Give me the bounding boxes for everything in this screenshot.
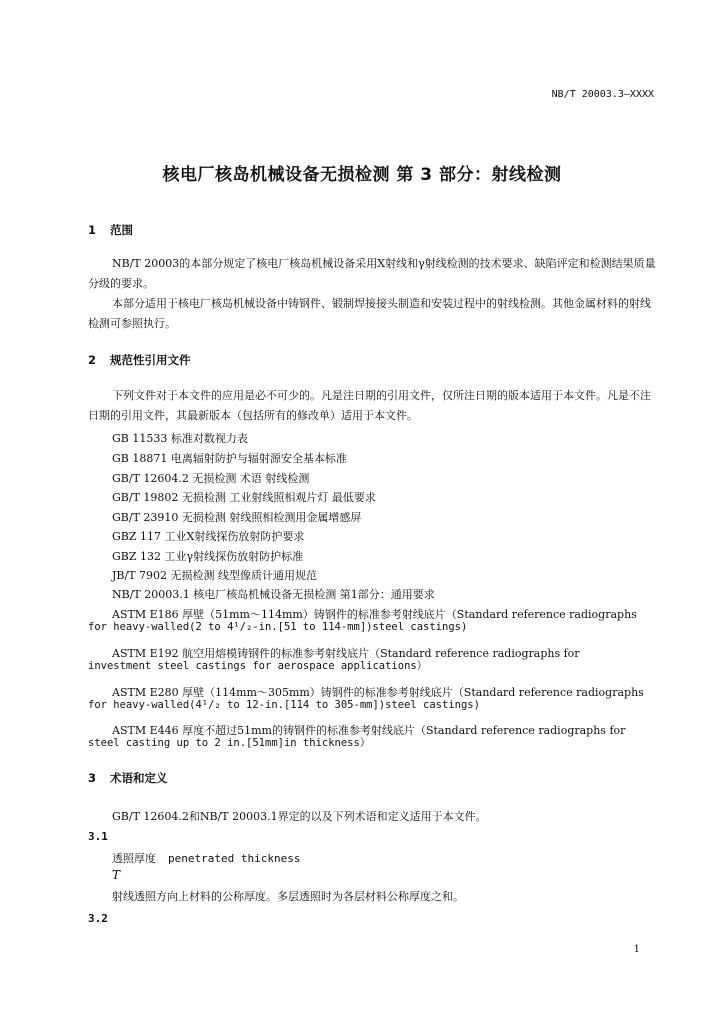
astm-reference-continuation: for heavy-walled(4¹/₂ to 12-in.[114 to 305-mm])steel castings) <box>88 699 480 711</box>
astm-reference-line: ASTM E446 厚度不超过51mm的铸钢件的标准参考射线底片（Standard reference radiographs for <box>112 724 626 737</box>
scope-paragraph-1: NB/T 20003的本部分规定了核电厂核岛机械设备采用X射线和γ射线检测的技术要求、缺陷评定和检测结果质量分级的要求。 <box>88 257 656 290</box>
reference-item: GB/T 12604.2 无损检测 术语 射线检测 <box>112 472 310 485</box>
reference-item: GB/T 19802 无损检测 工业射线照相观片灯 最低要求 <box>112 491 376 504</box>
section-2-heading <box>88 352 191 368</box>
scope-paragraph-2: 本部分适用于核电厂核岛机械设备中铸钢件、锻制焊接接头制造和安装过程中的射线检测。其他金属材料的射线检测可参照执行。 <box>88 297 651 330</box>
astm-reference-line: ASTM E192 航空用熔模铸钢件的标准参考射线底片（Standard reference radiographs for <box>112 647 580 660</box>
section-3-heading <box>88 770 168 786</box>
references-intro: 下列文件对于本文件的应用是必不可少的。凡是注日期的引用文件，仅所注日期的版本适用于本文件。凡是不注日期的引用文件，其最新版本（包括所有的修改单）适用于本文件。 <box>88 389 651 422</box>
document-title: 核电厂核岛机械设备无损检测 第 3 部分：射线检测 <box>162 165 562 185</box>
term-definition: 射线透照方向上材料的公称厚度。多层透照时为各层材料公称厚度之和。 <box>112 890 464 903</box>
reference-item: GBZ 117 工业X射线探伤放射防护要求 <box>112 530 305 543</box>
clause-number: 3.1 <box>88 830 108 843</box>
doc-number-header: NB/T 20003.3—XXXX <box>551 89 654 100</box>
clause-number: 3.2 <box>88 912 108 925</box>
reference-item: GB 18871 电离辐射防护与辐射源安全基本标准 <box>112 452 347 465</box>
astm-reference-continuation: for heavy-walled(2 to 4¹/₂-in.[51 to 114-mm])steel castings) <box>88 621 468 633</box>
reference-item: JB/T 7902 无损检测 线型像质计通用规范 <box>112 569 318 582</box>
astm-reference-continuation: steel casting up to 2 in.[51mm]in thickness） <box>88 737 371 749</box>
reference-item: GB 11533 标准对数视力表 <box>112 432 248 445</box>
section-number: 2 <box>88 353 97 367</box>
section-title: 规范性引用文件 <box>110 353 191 367</box>
reference-item: GB/T 23910 无损检测 射线照相检测用金属增感屏 <box>112 511 362 524</box>
astm-reference-line: ASTM E186 厚壁（51mm～114mm）铸钢件的标准参考射线底片（Standard reference radiographs <box>112 608 637 621</box>
terms-intro: GB/T 12604.2和NB/T 20003.1界定的以及下列术语和定义适用于本文件。 <box>112 810 487 823</box>
section-title: 术语和定义 <box>110 771 168 785</box>
section-number: 3 <box>88 771 97 785</box>
term-chinese: 透照厚度 <box>112 852 156 865</box>
section-number: 1 <box>88 223 97 237</box>
term-english: penetrated thickness <box>168 852 301 865</box>
reference-item: NB/T 20003.1 核电厂核岛机械设备无损检测 第1部分：通用要求 <box>112 588 435 601</box>
section-1-heading <box>88 222 133 238</box>
astm-reference-line: ASTM E280 厚壁（114mm～305mm）铸钢件的标准参考射线底片（Standard reference radiographs <box>112 686 644 699</box>
astm-reference-continuation: investment steel castings for aerospace applications） <box>88 660 428 672</box>
term-entry <box>112 850 300 866</box>
term-symbol: T <box>112 868 121 882</box>
reference-item: GBZ 132 工业γ射线探伤放射防护标准 <box>112 550 304 563</box>
section-title: 范围 <box>110 223 134 237</box>
page-number: 1 <box>633 944 640 955</box>
